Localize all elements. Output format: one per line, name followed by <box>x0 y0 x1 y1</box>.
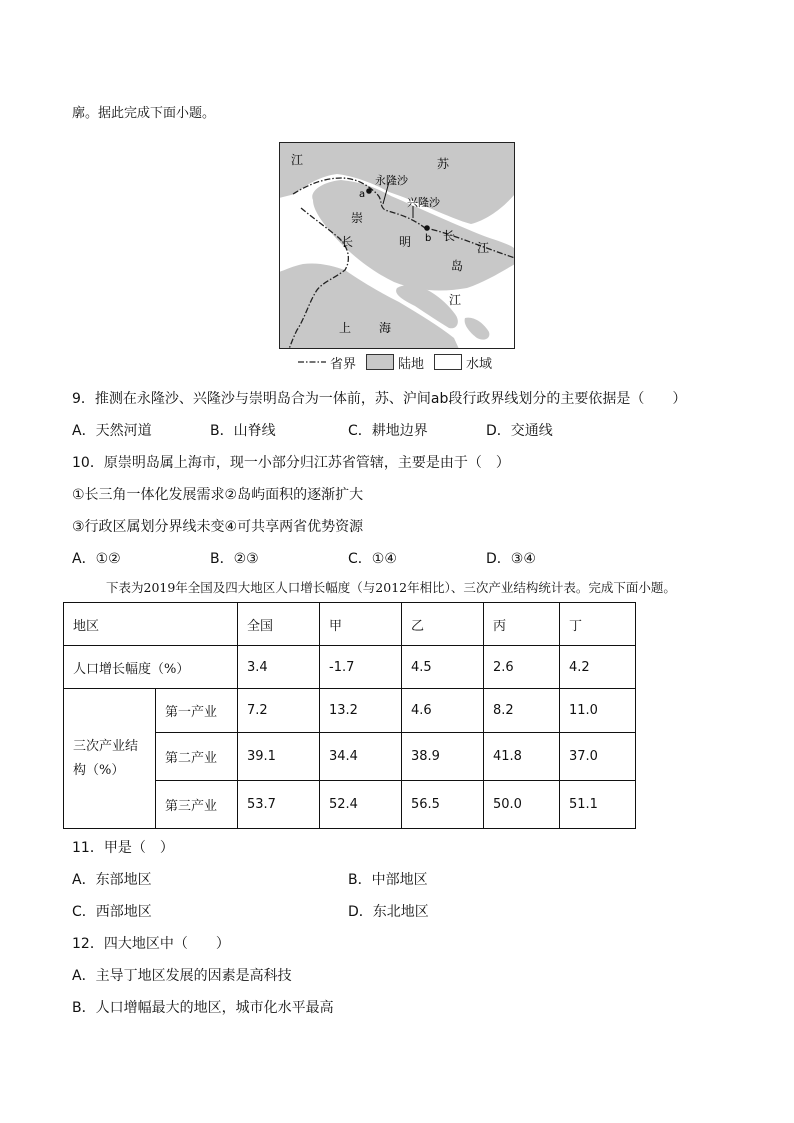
border-legend-icon <box>298 358 326 366</box>
water-swatch <box>434 354 462 370</box>
table-cell: 37.0 <box>560 733 636 781</box>
table-cell: 51.1 <box>560 781 636 829</box>
land-swatch <box>366 354 394 370</box>
map-label-jiang-lower: 江 <box>449 293 462 307</box>
table-cell: 52.4 <box>320 781 402 829</box>
header-cell: 全国 <box>238 603 320 646</box>
legend-border-label: 省界 <box>330 356 357 372</box>
header-region: 地区 <box>64 603 238 646</box>
map-legend <box>298 351 502 373</box>
q10-option-d[interactable]: D．③④ <box>486 551 536 567</box>
map-label-su: 苏 <box>437 157 450 171</box>
table-cell: 11.0 <box>560 689 636 733</box>
q10-option-c[interactable]: C．①④ <box>348 551 397 567</box>
q10-option-b[interactable]: B．②③ <box>210 551 259 567</box>
table-cell: 2.6 <box>484 646 560 689</box>
q11-option-c[interactable]: C．西部地区 <box>72 904 152 920</box>
table-row <box>64 646 636 689</box>
q11-option-d[interactable]: D．东北地区 <box>348 904 429 920</box>
map-label-shang: 上 <box>339 321 352 335</box>
q9-option-c[interactable]: C．耕地边界 <box>348 423 428 439</box>
map-label-jiang: 江 <box>291 153 304 167</box>
header-cell: 丁 <box>560 603 636 646</box>
row-label: 第二产业 <box>156 733 238 781</box>
table-header-row <box>64 603 636 646</box>
map-label-ming: 明 <box>399 235 412 249</box>
q9-option-a[interactable]: A．天然河道 <box>72 423 152 439</box>
table-row <box>64 689 636 733</box>
table-cell: -1.7 <box>320 646 402 689</box>
map-label-dao: 岛 <box>451 259 464 273</box>
q10-statement-1: ①长三角一体化发展需求②岛屿面积的逐渐扩大 <box>72 487 364 503</box>
q11-stem: 11．甲是（ ） <box>72 840 174 856</box>
map-label-xinglongsha: 兴隆沙 <box>407 196 440 209</box>
map-label-hai: 海 <box>379 321 392 335</box>
row-label: 第三产业 <box>156 781 238 829</box>
q11-option-a[interactable]: A．东部地区 <box>72 872 152 888</box>
table-cell: 13.2 <box>320 689 402 733</box>
map-label-chong: 崇 <box>351 211 364 225</box>
header-cell: 乙 <box>402 603 484 646</box>
table-cell: 38.9 <box>402 733 484 781</box>
q12-stem: 12．四大地区中（ ） <box>72 936 230 952</box>
table-cell: 3.4 <box>238 646 320 689</box>
row-label: 第一产业 <box>156 689 238 733</box>
q10-option-a[interactable]: A．①② <box>72 551 121 567</box>
header-cell: 甲 <box>320 603 402 646</box>
table-cell: 56.5 <box>402 781 484 829</box>
header-cell: 丙 <box>484 603 560 646</box>
table-cell: 7.2 <box>238 689 320 733</box>
table-cell: 4.6 <box>402 689 484 733</box>
statistics-table <box>63 602 636 829</box>
table-cell: 41.8 <box>484 733 560 781</box>
table-cell: 50.0 <box>484 781 560 829</box>
table-cell: 34.4 <box>320 733 402 781</box>
industry-label: 三次产业结 构（%） <box>64 689 156 829</box>
q12-option-b[interactable]: B．人口增幅最大的地区，城市化水平最高 <box>72 1000 334 1016</box>
table-cell: 4.5 <box>402 646 484 689</box>
legend-water-label: 水域 <box>466 356 493 372</box>
table-cell: 39.1 <box>238 733 320 781</box>
table-cell: 8.2 <box>484 689 560 733</box>
intro-text: 廓。据此完成下面小题。 <box>72 106 216 121</box>
q9-option-b[interactable]: B．山脊线 <box>210 423 276 439</box>
table-cell: 4.2 <box>560 646 636 689</box>
q10-statement-2: ③行政区属划分界线未变④可共享两省优势资源 <box>72 519 364 535</box>
q11-option-b[interactable]: B．中部地区 <box>348 872 428 888</box>
table-cell: 53.7 <box>238 781 320 829</box>
q12-option-a[interactable]: A．主导丁地区发展的因素是高科技 <box>72 968 292 984</box>
map-label-chang-right: 长 <box>443 229 456 243</box>
map-label-yonglongsha: 永隆沙 <box>375 174 408 187</box>
table-intro: 下表为2019年全国及四大地区人口增长幅度（与2012年相比）、三次产业结构统计表。完成下面小题。 <box>106 580 676 595</box>
legend-land-label: 陆地 <box>398 356 425 372</box>
q10-stem: 10．原崇明岛属上海市，现一小部分归江苏省管辖，主要是由于（ ） <box>72 455 510 471</box>
chongming-map <box>279 142 515 349</box>
pop-label: 人口增长幅度（%） <box>64 646 238 689</box>
q9-option-d[interactable]: D．交通线 <box>486 423 553 439</box>
map-label-a: a <box>359 189 366 200</box>
map-label-jiang-right: 江 <box>477 241 490 255</box>
q9-stem: 9．推测在永隆沙、兴隆沙与崇明岛合为一体前，苏、沪间ab段行政界线划分的主要依据是（ ） <box>72 391 687 407</box>
map-label-chang-left: 长 <box>341 235 354 249</box>
map-label-b: b <box>425 233 432 244</box>
